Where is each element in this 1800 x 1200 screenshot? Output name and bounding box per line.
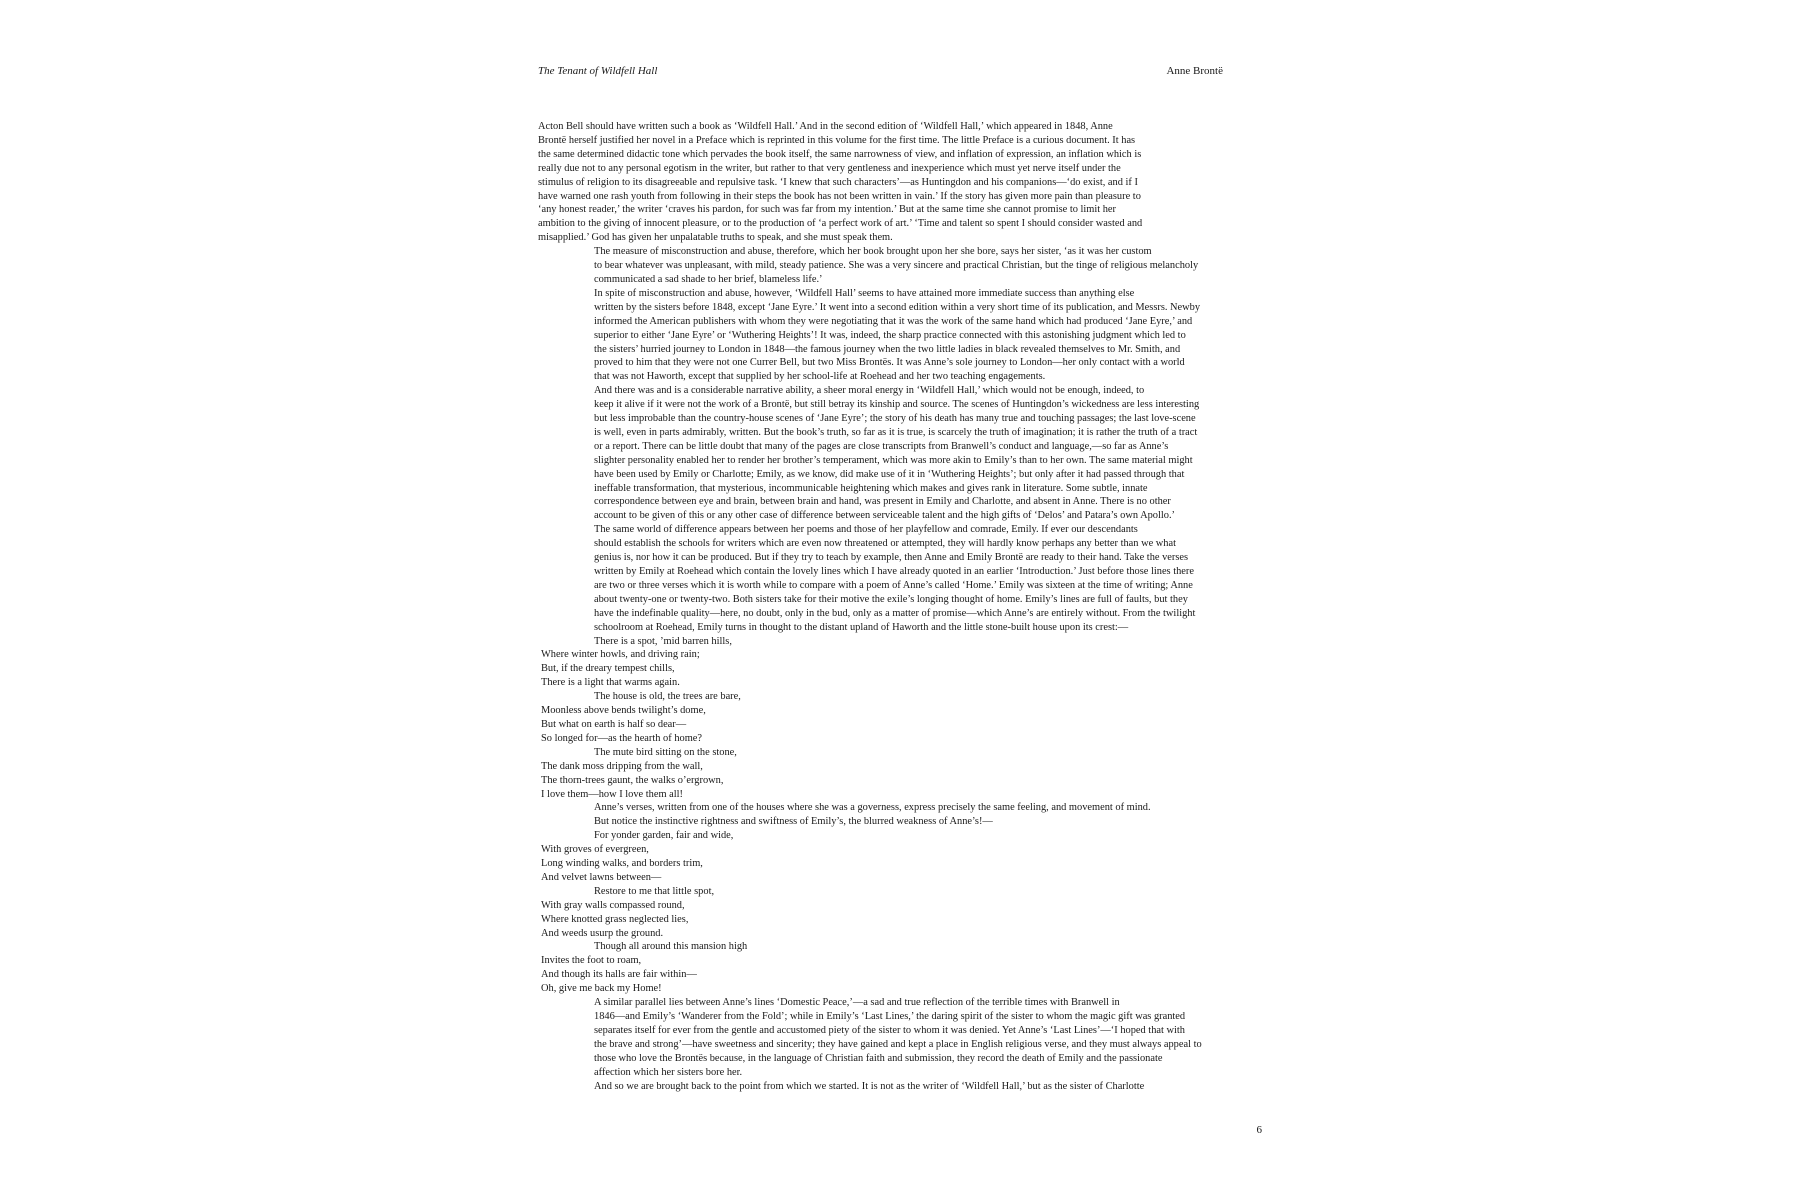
text-line: But notice the instinctive rightness and swiftness of Emily’s, the blurred weakness of Anne’s!—	[594, 816, 993, 828]
verse-stanza	[538, 885, 1253, 941]
text-line: have the indefinable quality—here, no doubt, only in the bud, only as a matter of promise—which Anne’s are entirely without. From the twilight	[594, 607, 1196, 619]
text-line: genius is, nor how it can be produced. But if they try to teach by example, then Anne and Emily Brontë are ready to their hand. Take the verses	[594, 552, 1189, 564]
text-line: have been used by Emily or Charlotte; Emily, as we know, did make use of it in ‘Wuthering Heights’; but only after it had passed through that	[594, 468, 1185, 480]
verse-line: Moonless above bends twilight’s dome,	[541, 705, 706, 717]
verse-line: And weeds usurp the ground.	[541, 927, 664, 939]
text-line: 1846—and Emily’s ‘Wanderer from the Fold’; while in Emily’s ‘Last Lines,’ the daring spirit of the sister to whom the magic gift was granted	[594, 1011, 1186, 1022]
verse-line: There is a spot, ’mid barren hills,	[594, 635, 732, 647]
text-line: should establish the schools for writers which are even now threatened or attempted, they will hardly know perhaps any better than we what	[594, 538, 1176, 550]
text-line: ‘any honest reader,’ the writer ‘craves his pardon, for such was far from my intention.’ But at the same time she cannot promise to limit her	[538, 204, 1117, 216]
text-line: ambition to the giving of innocent pleasure, or to the production of ‘a perfect work of art.’ ‘Time and talent so spent I should consider wasted and	[538, 218, 1143, 230]
verse-line: Restore to me that little spot,	[594, 885, 715, 897]
verse-line: Where winter howls, and driving rain;	[541, 649, 700, 661]
text-line: is well, even in parts admirably, written. But the book’s truth, so far as it is true, is scarcely the truth of imagination; it is rather the truth of a tract	[594, 426, 1198, 438]
verse-line: I love them—how I love them all!	[541, 788, 683, 800]
text-line: slighter personality enabled her to render her brother’s temperament, which was more akin to Emily’s than to her own. The same material might	[594, 454, 1193, 466]
verse-line: For yonder garden, fair and wide,	[594, 830, 734, 842]
verse-stanza	[538, 690, 1253, 746]
paragraph	[538, 801, 1253, 829]
verse-line: Oh, give me back my Home!	[541, 983, 662, 995]
verse-line: The thorn-trees gaunt, the walks o’ergrown,	[541, 774, 724, 786]
text-line: Brontë herself justified her novel in a Preface which is reprinted in this volume for the first time. The little Preface is a curious document. It has	[538, 134, 1136, 146]
text-line: Anne’s verses, written from one of the houses where she was a governess, express precisely the same feeling, and movement of mind.	[594, 802, 1151, 814]
text-line: Acton Bell should have written such a book as ‘Wildfell Hall.’ And in the second edition of ‘Wildfell Hall,’ which appeared in 1848, Anne	[538, 121, 1113, 132]
paragraph	[538, 287, 1253, 384]
verse-stanza	[538, 829, 1253, 885]
text-line: account to be given of this or any other case of difference between serviceable talent and the high gifts of ‘Delos’ and Patara’s own Apollo.’	[594, 510, 1176, 522]
text-line: correspondence between eye and brain, between brain and hand, was present in Emily and Charlotte, and absent in Anne. There is no other	[594, 496, 1171, 508]
text-line: the same determined didactic tone which pervades the book itself, the same narrowness of view, and inflation of expression, an inflation which is	[538, 148, 1142, 160]
text-line: proved to him that they were not one Currer Bell, but two Miss Brontës. It was Anne’s sole journey to London—her only contact with a world	[594, 357, 1185, 369]
verse-line: And though its halls are fair within—	[541, 969, 697, 981]
verse-line: But, if the dreary tempest chills,	[541, 663, 675, 675]
verse-line: So longed for—as the hearth of home?	[541, 732, 703, 744]
verse-line: Long winding walks, and borders trim,	[541, 858, 703, 870]
paragraph	[538, 996, 1253, 1079]
text-line: keep it alive if it were not the work of a Brontë, but still betray its kinship and source. The scenes of Huntingdon’s wickedness are less interesting	[594, 399, 1200, 411]
verse-stanza	[538, 940, 1253, 996]
text-line: stimulus of religion to its disagreeable and repulsive task. ‘I knew that such characters’—as Huntingdon and his companions—‘do exist, and if I	[538, 176, 1138, 188]
text-line: are two or three verses which it is worth while to compare with a poem of Anne’s called ‘Home.’ Emily was sixteen at the time of writing; Anne	[594, 579, 1193, 591]
text-line: The measure of misconstruction and abuse, therefore, which her book brought upon her she bore, says her sister, ‘as it was her custom	[594, 246, 1152, 258]
verse-line: Where knotted grass neglected lies,	[541, 913, 689, 925]
text-line: separates itself for ever from the gentle and accustomed piety of the sister to whom it was denied. Yet Anne’s ‘Last Lines’—‘I hoped that with	[594, 1024, 1185, 1036]
text-line: In spite of misconstruction and abuse, however, ‘Wildfell Hall’ seems to have attained more immediate success than anything else	[594, 287, 1135, 299]
text-line: really due not to any personal egotism in the writer, but rather to that very gentleness and inexperience which must yet nerve itself under the	[538, 162, 1121, 174]
text-line: ineffable transformation, that mysterious, incommunicable heightening which makes and gives rank in literature. Some subtle, innate	[594, 482, 1148, 494]
paragraph	[538, 384, 1253, 523]
text-line: written by the sisters before 1848, except ‘Jane Eyre.’ It went into a second edition within a very short time of its publication, and Messrs. Newby	[594, 301, 1201, 313]
text-line: that was not Haworth, except that supplied by her school-life at Roehead and her two teaching engagements.	[594, 371, 1046, 383]
body-text	[538, 120, 1253, 1095]
verse-line: There is a light that warms again.	[541, 677, 680, 689]
paragraph	[538, 523, 1253, 634]
verse-line: Though all around this mansion high	[594, 941, 748, 953]
text-line: And there was and is a considerable narrative ability, a sheer moral energy in ‘Wildfell Hall,’ which would not be enough, indeed, to	[594, 385, 1145, 397]
verse-line: But what on earth is half so dear—	[541, 718, 687, 730]
text-line: superior to either ‘Jane Eyre’ or ‘Wuthering Heights’! It was, indeed, the sharp practice connected with this astonishing judgment which led to	[594, 329, 1186, 341]
paragraph	[538, 120, 1253, 245]
text-line: schoolroom at Roehead, Emily turns in thought to the distant upland of Haworth and the little stone-built house upon its crest:—	[594, 621, 1129, 633]
verse-line: With groves of evergreen,	[541, 844, 649, 856]
text-line: those who love the Brontës because, in the language of Christian faith and submission, they record the death of Emily and the passionate	[594, 1052, 1163, 1064]
verse-line: The dank moss dripping from the wall,	[541, 760, 703, 772]
paragraph	[538, 1080, 1253, 1094]
text-line: informed the American publishers with whom they were negotiating that it was the work of the same hand which had produced ‘Jane Eyre,’ and	[594, 315, 1193, 327]
text-line: The same world of difference appears between her poems and those of her playfellow and comrade, Emily. If ever our descendants	[594, 524, 1138, 536]
running-header	[538, 63, 1223, 79]
text-line: about twenty-one or twenty-two. Both sisters take for their motive the exile’s longing thought of home. Emily’s lines are full of faults, but they	[594, 593, 1188, 605]
book-title: The Tenant of Wildfell Hall	[538, 65, 658, 77]
text-line: A similar parallel lies between Anne’s lines ‘Domestic Peace,’—a sad and true reflection of the terrible times with Branwell in	[594, 997, 1120, 1009]
text-line: the sisters’ hurried journey to London in 1848—the famous journey when the two little ladies in black revealed themselves to Mr. Smith, and	[594, 343, 1181, 355]
text-line: but less improbable than the country-house scenes of ‘Jane Eyre’; the story of his death has many true and touching passages; the last love-scene	[594, 413, 1196, 425]
text-line: or a report. There can be little doubt that many of the pages are close transcripts from Branwell’s conduct and language,—so far as Anne’s	[594, 440, 1169, 452]
text-line: to bear whatever was unpleasant, with mild, steady patience. She was a very sincere and practical Christian, but the tinge of religious melancholy	[594, 260, 1199, 272]
verse-line: And velvet lawns between—	[541, 871, 662, 883]
paragraph	[538, 245, 1253, 287]
verse-line: The mute bird sitting on the stone,	[594, 746, 737, 758]
author-name: Anne Brontë	[1166, 65, 1223, 77]
verse-line: The house is old, the trees are bare,	[594, 691, 741, 703]
text-line: misapplied.’ God has given her unpalatable truths to speak, and she must speak them.	[538, 232, 893, 244]
text-line: written by Emily at Roehead which contain the lovely lines which I have already quoted in an earlier ‘Introduction.’ Just before those lines there	[594, 566, 1194, 577]
verse-stanza	[538, 635, 1253, 691]
verse-line: With gray walls compassed round,	[541, 899, 685, 911]
text-line: have warned one rash youth from following in their steps the book has not been written in vain.’ If the story has given more pain than pleasure to	[538, 190, 1141, 202]
text-line: affection which her sisters bore her.	[594, 1066, 743, 1078]
text-line: the brave and strong’—have sweetness and sincerity; they have gained and kept a place in English religious verse, and they must always appeal to	[594, 1038, 1202, 1050]
text-line: communicated a sad shade to her brief, blameless life.’	[594, 273, 823, 285]
page-number: 6	[1256, 1124, 1262, 1136]
text-line: And so we are brought back to the point from which we started. It is not as the writer of ‘Wildfell Hall,’ but as the sister of Charlotte	[594, 1080, 1145, 1092]
verse-line: Invites the foot to roam,	[541, 955, 642, 967]
verse-stanza	[538, 746, 1253, 802]
